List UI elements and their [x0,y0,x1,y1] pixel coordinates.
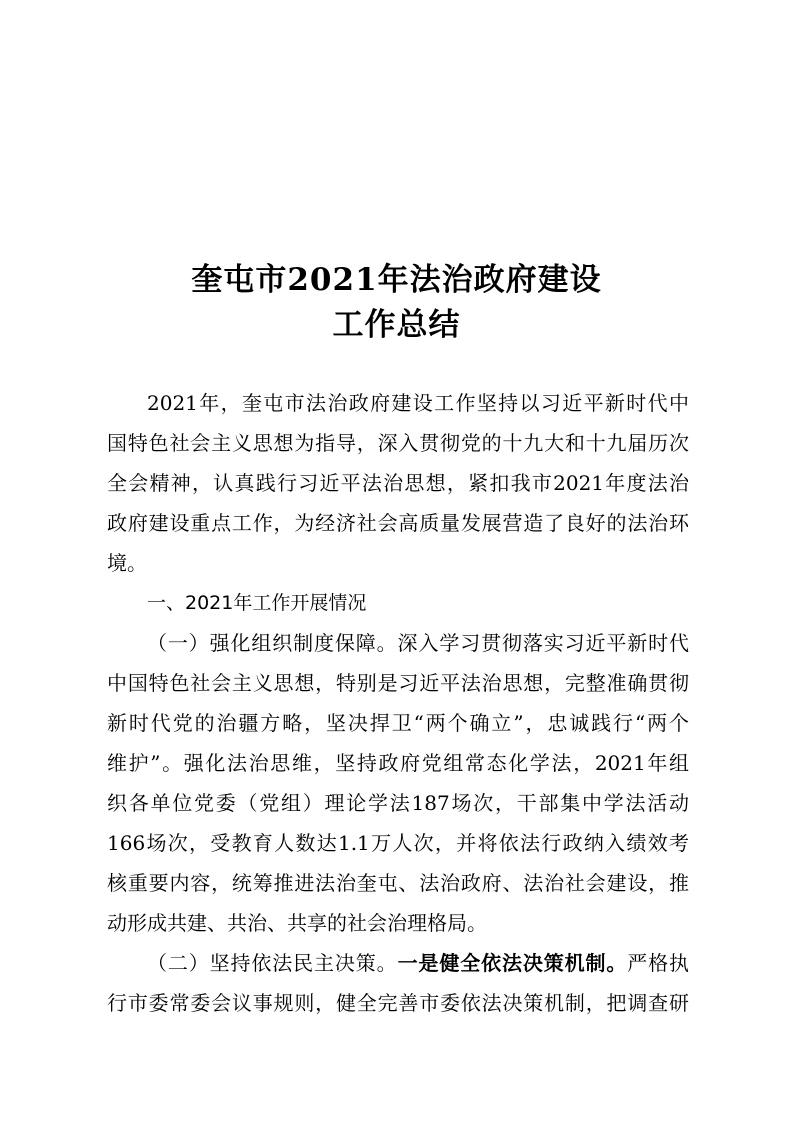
para2-line-1 [107,943,689,983]
section-heading-1: 一、2021年工作开展情况 [147,592,367,614]
para2-line-2: 行市委常委会议事规则，健全完善市委依法决策机制，把调查研 [107,991,689,1015]
document-body [107,383,689,1023]
para2-suffix: 严格执 [627,951,690,975]
para1-line-1: （一）强化组织制度保障。深入学习贯彻落实习近平新时代 [147,631,689,655]
para1-line-4: 维护”。强化法治思维，坚持政府党组常态化学法，2021年组 [107,751,689,775]
intro-line-1: 2021年，奎屯市法治政府建设工作坚持以习近平新时代中 [147,391,689,415]
para2-bold-phrase: 一是健全依法决策机制。 [397,951,628,975]
para2-prefix: （二）坚持依法民主决策。 [147,951,398,975]
para1-line-8: 动形成共建、共治、共享的社会治理格局。 [107,911,487,935]
intro-line-5: 境。 [107,551,147,575]
document-title-line-1: 奎屯市2021年法治政府建设 [191,262,602,298]
intro-line-3: 全会精神，认真践行习近平法治思想，紧扣我市2021年度法治 [107,471,689,495]
para1-line-6: 166场次，受教育人数达1.1万人次，并将依法行政纳入绩效考 [107,831,689,855]
intro-line-4: 政府建设重点工作，为经济社会高质量发展营造了良好的法治环 [107,511,689,535]
para1-line-3: 新时代党的治疆方略，坚决捍卫“两个确立”，忠诚践行“两个 [107,711,689,735]
intro-line-2: 国特色社会主义思想为指导，深入贯彻党的十九大和十九届历次 [107,431,689,455]
para1-line-5: 织各单位党委（党组）理论学法187场次，干部集中学法活动 [107,791,689,815]
document-title-line-2: 工作总结 [332,307,461,343]
para1-line-7: 核重要内容，统筹推进法治奎屯、法治政府、法治社会建设，推 [107,871,689,895]
para1-line-2: 中国特色社会主义思想，特别是习近平法治思想，完整准确贯彻 [107,671,689,695]
